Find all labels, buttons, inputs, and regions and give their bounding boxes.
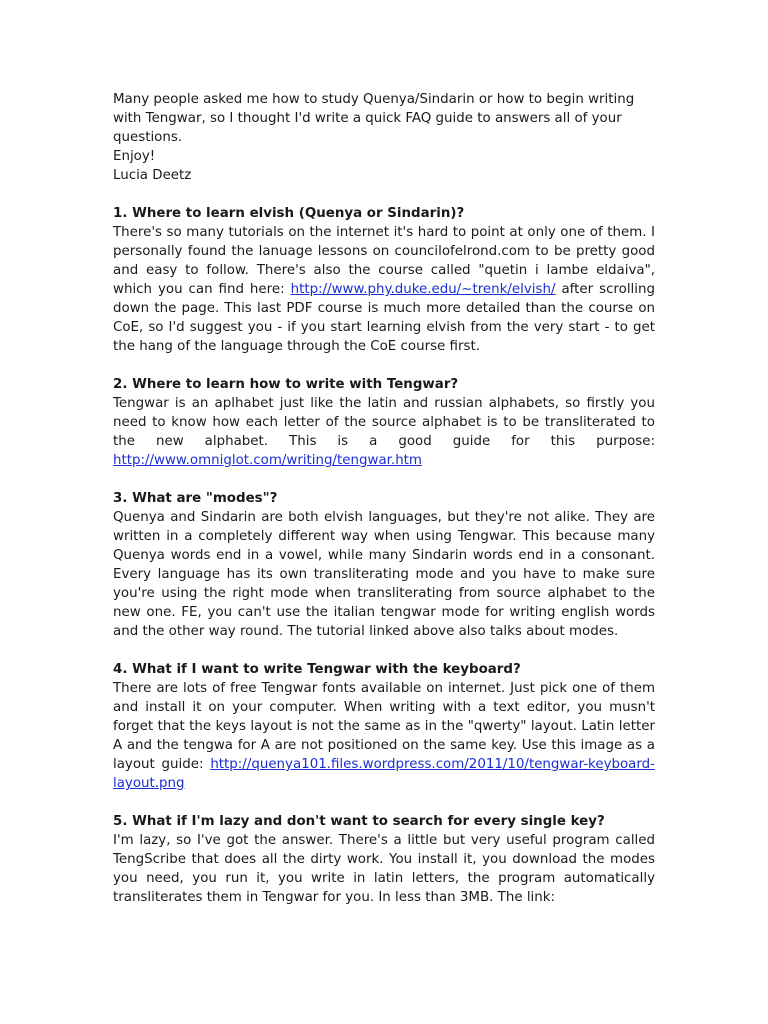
faq-answer-text: Quenya and Sindarin are both elvish languages, but they're not alike. They are written in a completely different way when using Tengwar. This because many Quenya words end in a vowel, while many Sindarin words end in a consonant. Every language has its own transliterating mode and you have to make sure you're using the right mode when transliterating from source alphabet to the new one. FE, you can't use the italian tengwar mode for writing english words and the other way round. The tutorial linked above also talks about modes. xyxy=(113,510,655,639)
keyboard-layout-link[interactable]: http://quenya101.files.wordpress.com/2011/10/tengwar-keyboard-layout.png xyxy=(113,757,655,791)
elvish-course-link[interactable]: http://www.phy.duke.edu/~trenk/elvish/ xyxy=(290,282,556,297)
faq-item-1 xyxy=(113,204,655,356)
faq-answer-text: There are lots of free Tengwar fonts available on internet. Just pick one of them and install it on your computer. When writing with a text editor, you musn't forget that the keys layout is not the same as in the "qwerty" layout. Latin letter A and the tengwa for A are not positioned on the same key. Use this image as a layout guide: xyxy=(113,681,655,772)
faq-question: 4. What if I want to write Tengwar with the keyboard? xyxy=(113,662,521,677)
greeting: Enjoy! xyxy=(113,149,156,164)
faq-answer-text: I'm lazy, so I've got the answer. There's a little but very useful program called TengScribe that does all the dirty work. You install it, you download the modes you need, you run it, you write in latin letters, the program automatically transliterates them in Tengwar for you. In less than 3MB. The link: xyxy=(113,833,655,905)
document-page xyxy=(113,90,655,907)
faq-question: 5. What if I'm lazy and don't want to search for every single key? xyxy=(113,814,605,829)
faq-answer xyxy=(113,508,655,641)
faq-question: 1. Where to learn elvish (Quenya or Sindarin)? xyxy=(113,206,465,221)
faq-item-2 xyxy=(113,375,655,470)
author-name: Lucia Deetz xyxy=(113,168,192,183)
faq-item-3 xyxy=(113,489,655,641)
intro-text: Many people asked me how to study Quenya/Sindarin or how to begin writing with Tengwar, so I thought I'd write a quick FAQ guide to answers all of your questions. xyxy=(113,92,635,145)
faq-item-5 xyxy=(113,812,655,907)
faq-answer-text-cont: after scrolling down the page. This last PDF course is much more detailed than the course on CoE, so I'd suggest you - if you start learning elvish from the very start - to get the hang of the language through the CoE course first. xyxy=(113,282,655,354)
faq-answer xyxy=(113,679,655,793)
faq-item-4 xyxy=(113,660,655,793)
faq-answer-text: Tengwar is an aplhabet just like the latin and russian alphabets, so firstly you need to know how each letter of the source alphabet is to be transliterated to the new alphabet. This is a good guide for this purpose: xyxy=(113,396,655,449)
intro-paragraph xyxy=(113,90,655,147)
faq-answer-text: There's so many tutorials on the internet it's hard to point at only one of them. I personally found the lanuage lessons on councilofelrond.com to be pretty good and easy to follow. There's also the course called "quetin i lambe eldaiva", which you can find here: xyxy=(113,225,655,297)
faq-question: 2. Where to learn how to write with Tengwar? xyxy=(113,377,459,392)
faq-answer xyxy=(113,831,655,907)
faq-answer xyxy=(113,223,655,356)
omniglot-tengwar-link[interactable]: http://www.omniglot.com/writing/tengwar.htm xyxy=(113,453,422,468)
faq-answer xyxy=(113,394,655,470)
faq-question: 3. What are "modes"? xyxy=(113,491,278,506)
